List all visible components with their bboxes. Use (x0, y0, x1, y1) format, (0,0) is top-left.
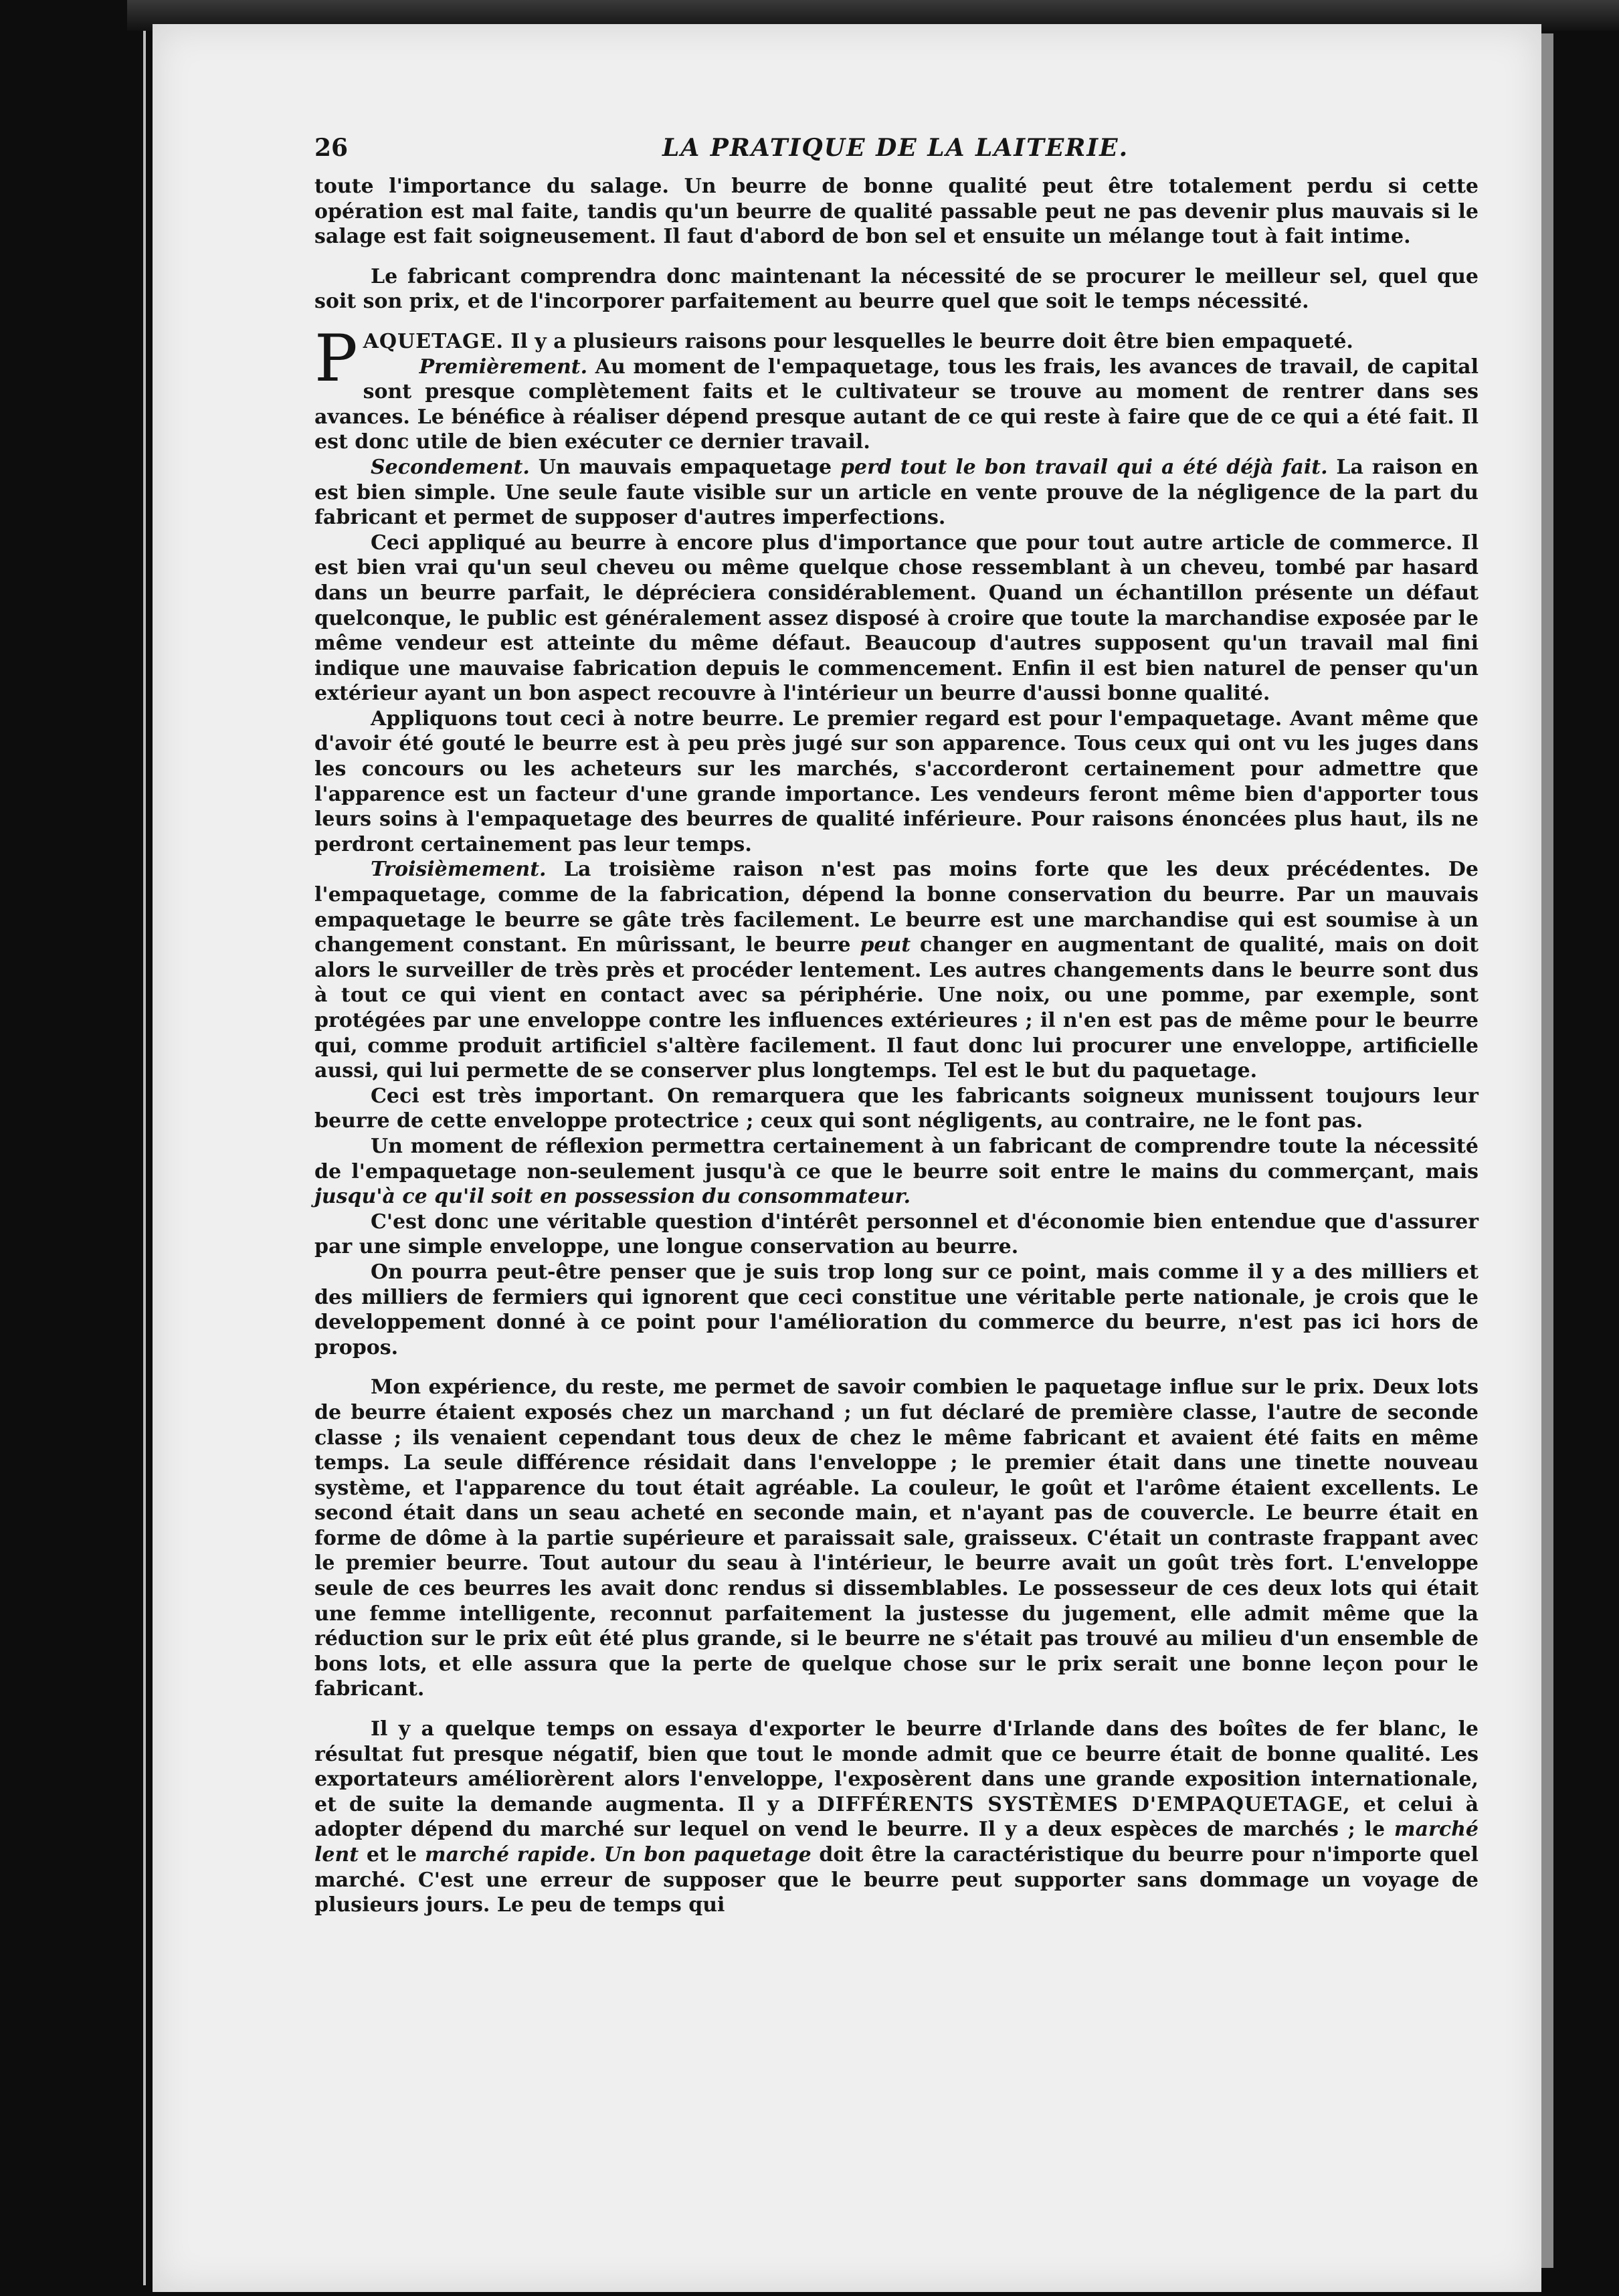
paragraph-14-smallcaps: DIFFÉRENTS SYSTÈMES D'EMPAQUETAGE, (817, 1792, 1351, 1816)
paragraph-14-text-4: doit être la caractéristique du beurre pour n'importe quel marché. C'est une erreur de supposer que le beurre peut supporter sans dommage un voyage de plusieurs jours. Le peu de temps qui (314, 1843, 1479, 1917)
drop-cap: P (314, 320, 358, 396)
page-edge-shadow (1541, 33, 1553, 2268)
secondement-emphasis: perd tout le bon travail qui a été déjà fait. (840, 455, 1328, 479)
section-heading: AQUETAGE. (363, 329, 504, 353)
paragraph-2: Le fabricant comprendra donc maintenant la nécessité de se procurer le meilleur sel, quel que soit son prix, et de l'incorporer parfaitement au beurre quel que soit le temps nécessité. (314, 264, 1479, 314)
paragraph-10 (314, 1134, 1479, 1210)
paragraph-13: Mon expérience, du reste, me permet de savoir combien le paquetage influe sur le prix. Deux lots de beurre étaient exposés chez un marchand ; un fut déclaré de première classe, l'autre de seconde classe ; ils venaient cependant tous deux de chez le même fabricant et avaient été faits en même temps. La seule différence résidait dans l'enveloppe ; le premier était dans une tinette nouveau système, et l'apparence du tout était agréable. La couleur, le goût et l'arôme étaient excellents. Le second était dans un seau acheté en seconde main, et n'ayant pas de couvercle. Le beurre était en forme de dôme à la partie supérieure et paraissait sale, graisseux. C'était un contraste frappant avec le premier beurre. Tout autour du seau à l'intérieur, le beurre avait un goût très fort. L'enveloppe seule de ces beurres les avait donc rendus si dissemblables. Le possesseur de ces deux lots qui était une femme intelligente, reconnut parfaitement la justesse du jugement, elle admit même que la réduction sur le prix eût été plus grande, si le beurre ne s'était pas trouvé au milieu d'un ensemble de bons lots, et elle assura que la perte de quelque chose sur le prix serait une bonne leçon pour le fabricant. (314, 1375, 1479, 1701)
page-content (314, 120, 1479, 1918)
troisiemement-text-before: La troisième raison n'est pas moins forte que les deux précédentes. De l'empaquetage, comme de la fabrication, dépend la bonne conservation du beurre. Par un mauvais empaquetage le beurre se gâte très facilement. Le beurre est une marchandise qui est soumise à un changement constant. En mûrissant, le beurre (314, 858, 1479, 957)
paragraph-14-em-1: marché lent (314, 1818, 1479, 1867)
paragraph-14-em-3: Un bon paquetage (603, 1843, 812, 1867)
paragraph-6: Ceci appliqué au beurre à encore plus d'importance que pour tout autre article de commerce. Il est bien vrai qu'un seul cheveu ou même quelque chose ressemblant à un cheveu, tombé par hasard dans un beurre parfait, le dépréciera considérablement. Quand un échantillon présente un défaut quelconque, le public est généralement assez disposé à croire que toute la marchandise exposée par le même vendeur est atteinte du même défaut. Beaucoup d'autres supposent qu'un travail mal fini indique une mauvaise fabrication depuis le commencement. Enfin il est bien naturel de penser qu'un extérieur ayant un bon aspect recouvre à l'intérieur un beurre d'aussi bonne qualité. (314, 531, 1479, 706)
secondement-text-before: Un mauvais empaquetage (538, 455, 832, 479)
paragraph-7: Appliquons tout ceci à notre beurre. Le premier regard est pour l'empaquetage. Avant même que d'avoir été gouté le beurre est à peu près jugé sur son apparence. Tous ceux qui ont vu les juges dans les concours ou les acheteurs sur les marchés, s'accorderont certainement pour admettre que l'apparence est un facteur d'une grande importance. Les vendeurs feront même bien d'apporter tous leurs soins à l'empaquetage des beurres de qualité inférieure. Pour raisons énoncées plus haut, ils ne perdront certainement pas leur temps. (314, 706, 1479, 856)
secondement-text-after: La raison en est bien simple. Une seule faute visible sur un article en vente prouve de la négligence de la part du fabricant et permet de supposer d'autres imperfections. (314, 455, 1479, 530)
lead-troisiemement: Troisièmement. (371, 858, 547, 882)
lead-premierement: Premièrement. (419, 355, 588, 379)
paragraph-1: toute l'importance du salage. Un beurre de bonne qualité peut être totalement perdu si cette opération est mal faite, tandis qu'un beurre de qualité passable peut ne pas devenir plus mauvais si le salage est fait soigneusement. Il faut d'abord de bon sel et ensuite un mélange tout à fait intime. (314, 175, 1479, 249)
paragraph-14-text-1: Il y a quelque temps on essaya d'exporter le beurre d'Irlande dans des boîtes de fer blanc, le résultat fut presque négatif, bien que tout le monde admit que ce beurre était de bonne qualité. Les exportateurs améliorèrent alors l'enveloppe, l'exposèrent dans une grande exposition internationale, et de suite la demande augmenta. Il y a (314, 1717, 1479, 1816)
troisiemement-emphasis: peut (860, 933, 911, 957)
paragraph-troisiemement (314, 857, 1479, 1083)
lead-secondement: Secondement. (371, 455, 530, 479)
page-number: 26 (314, 134, 349, 162)
paragraph-secondement (314, 455, 1479, 531)
running-title: LA PRATIQUE DE LA LAITERIE. (662, 134, 1129, 162)
paragraph-9: Ceci est très important. On remarquera que les fabricants soigneux munissent toujours leur beurre de cette enveloppe protectrice ; ceux qui sont négligents, au contraire, ne le font pas. (314, 1084, 1479, 1133)
paragraph-14-em-2: marché rapide. (424, 1843, 596, 1867)
paragraph-paquetage-text: Il y a plusieurs raisons pour lesquelles le beurre doit être bien empaqueté. (510, 329, 1353, 353)
paragraph-11: C'est donc une véritable question d'intérêt personnel et d'économie bien entendue que d'assurer par une simple enveloppe, une longue conservation au beurre. (314, 1210, 1479, 1259)
page-header (314, 120, 1479, 174)
paragraph-premierement (314, 355, 1479, 455)
paragraph-14 (314, 1717, 1479, 1918)
paragraph-10-emphasis: jusqu'à ce qu'il soit en possession du consommateur. (314, 1185, 911, 1209)
paragraph-premierement-text: Au moment de l'empaquetage, tous les frais, les avances de travail, de capital sont presque complètement faits et le cultivateur se trouve au moment de rentrer dans ses avances. Le bénéfice à réaliser dépend presque autant de ce qui reste à faire que de ce qui a été fait. Il est donc utile de bien exécuter ce dernier travail. (314, 355, 1479, 454)
paragraph-14-text-2: et celui à adopter dépend du marché sur lequel on vend le beurre. Il y a deux espèces de marchés ; le (314, 1792, 1479, 1842)
paragraph-12: On pourra peut-être penser que je suis trop long sur ce point, mais comme il y a des milliers et des milliers de fermiers qui ignorent que ceci constitue une véritable perte nationale, je crois que le developpement donné à ce point pour l'amélioration du commerce du beurre, n'est pas ici hors de propos. (314, 1260, 1479, 1359)
paragraph-14-text-3: et le (366, 1843, 417, 1867)
paragraph-10-text: Un moment de réflexion permettra certainement à un fabricant de comprendre toute la nécessité de l'empaquetage non-seulement jusqu'à ce que le beurre soit entre le mains du commerçant, mais (314, 1134, 1479, 1183)
scan-frame-line (143, 31, 146, 2285)
troisiemement-text-after: changer en augmentant de qualité, mais on doit alors le surveiller de très près et procéder lentement. Les autres changements dans le beurre sont dus à tout ce qui vient en contact avec sa périphérie. Une noix, ou une pomme, par exemple, sont protégées par une enveloppe contre les influences extérieures ; il n'en est pas de même pour le beurre qui, comme produit artificiel s'altère facilement. Il faut donc lui procurer une enveloppe, artificielle aussi, qui lui permette de se conserver plus longtemps. Tel est le but du paquetage. (314, 933, 1479, 1083)
